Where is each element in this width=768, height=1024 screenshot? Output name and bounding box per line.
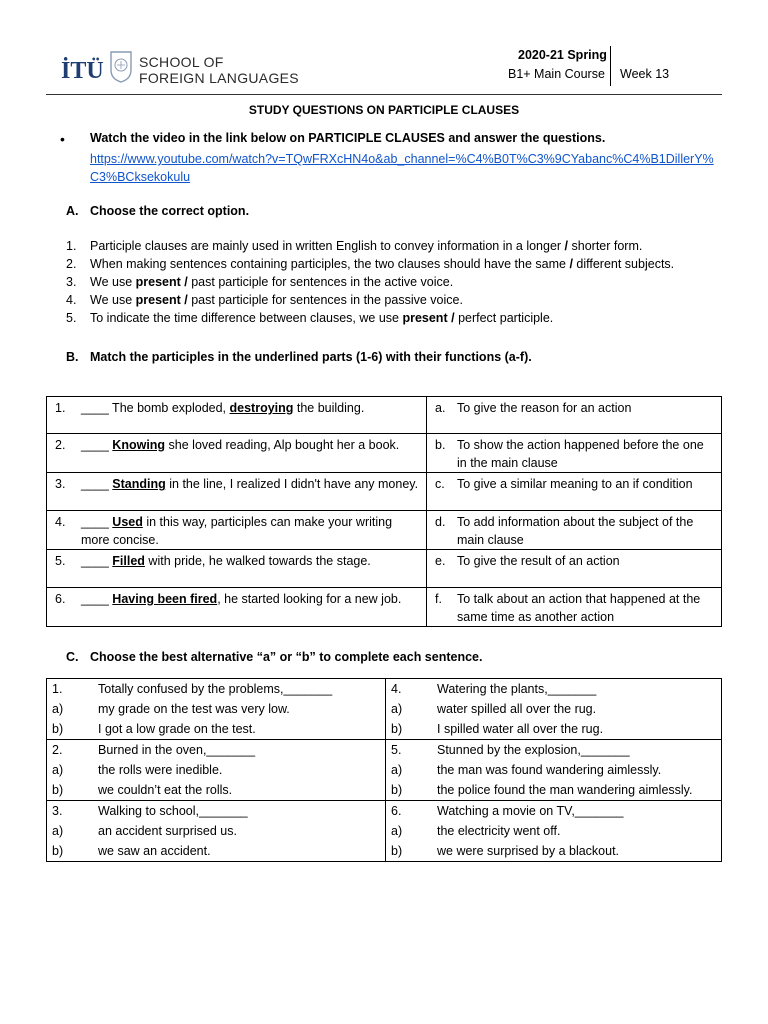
section-a-heading — [66, 204, 249, 218]
function-cell: c. To give a similar meaning to an if condition — [427, 473, 722, 511]
table-row — [47, 397, 722, 434]
header-rule — [46, 94, 722, 95]
sentence-cell: 2. ____ Knowing she loved reading, Alp bought her a book. — [47, 434, 427, 473]
section-b-letter: B. — [66, 350, 79, 364]
section-c-letter: C. — [66, 650, 79, 664]
video-link[interactable]: https://www.youtube.com/watch?v=TQwFRXcHN4o&ab_channel=%C4%B0T%C3%9CYabanc%C4%B1DillerY%C3%BCksekokulu — [90, 152, 714, 184]
function-cell: a. To give the reason for an action — [427, 397, 722, 434]
bullet-icon: • — [60, 131, 65, 147]
sentence-cell: 6. ____ Having been fired, he started looking for a new job. — [47, 588, 427, 627]
term-label: 2020-21 Spring — [518, 48, 607, 62]
table-row — [47, 679, 722, 740]
table-row — [47, 434, 722, 473]
section-b-text: Match the participles in the underlined parts (1-6) with their functions (a-f). — [90, 350, 532, 364]
question-cell: 3. Walking to school,_______ a) an accident surprised us. b) we saw an accident. — [47, 801, 386, 862]
week-label: Week 13 — [620, 67, 670, 81]
section-a-text: Choose the correct option. — [90, 204, 250, 218]
course-label: B1+ Main Course — [508, 67, 605, 81]
sentence-cell: 1. ____ The bomb exploded, destroying the building. — [47, 397, 427, 434]
itu-logo: İTÜ — [61, 58, 104, 84]
school-name-line2: FOREIGN LANGUAGES — [139, 70, 299, 86]
function-cell: f. To talk about an action that happened at the same time as another action — [427, 588, 722, 627]
list-item: 4. We use present / past participle for sentences in the passive voice. — [66, 293, 463, 307]
list-item: 2. When making sentences containing participles, the two clauses should have the same / different subjects. — [66, 257, 675, 271]
school-name — [139, 54, 299, 86]
page-title: STUDY QUESTIONS ON PARTICIPLE CLAUSES — [248, 103, 520, 117]
function-cell: b. To show the action happened before the one in the main clause — [427, 434, 722, 473]
list-item: 1. Participle clauses are mainly used in written English to convey information in a longer / shorter form. — [66, 239, 643, 253]
table-row — [47, 740, 722, 801]
section-b-heading — [66, 350, 532, 364]
university-seal-icon — [108, 48, 134, 84]
alternatives-table — [46, 678, 722, 862]
section-c-heading — [66, 650, 482, 664]
question-cell: 4. Watering the plants,_______ a) water spilled all over the rug. b) I spilled water all over the rug. — [386, 679, 722, 740]
question-cell: 5. Stunned by the explosion,_______ a) the man was found wandering aimlessly. b) the police found the man wandering aimlessly. — [386, 740, 722, 801]
school-name-line1: SCHOOL OF — [139, 54, 224, 70]
intro-instruction: Watch the video in the link below on PARTICIPLE CLAUSES and answer the questions. — [90, 131, 606, 145]
matching-table — [46, 396, 722, 627]
header-divider — [610, 46, 611, 86]
section-a-list — [66, 239, 746, 329]
sentence-cell: 3. ____ Standing in the line, I realized I didn't have any money. — [47, 473, 427, 511]
function-cell: d. To add information about the subject of the main clause — [427, 511, 722, 550]
question-cell: 1. Totally confused by the problems,_______ a) my grade on the test was very low. b) I got a low grade on the test. — [47, 679, 386, 740]
sentence-cell: 5. ____ Filled with pride, he walked towards the stage. — [47, 550, 427, 588]
list-item: 3. We use present / past participle for sentences in the active voice. — [66, 275, 454, 289]
section-a-letter: A. — [66, 204, 79, 218]
table-row — [47, 473, 722, 511]
table-row — [47, 511, 722, 550]
table-row — [47, 801, 722, 862]
question-cell: 2. Burned in the oven,_______ a) the rolls were inedible. b) we couldn’t eat the rolls. — [47, 740, 386, 801]
section-c-text: Choose the best alternative “a” or “b” to complete each sentence. — [90, 650, 483, 664]
table-row — [47, 550, 722, 588]
function-cell: e. To give the result of an action — [427, 550, 722, 588]
list-item: 5. To indicate the time difference between clauses, we use present / perfect participle. — [66, 311, 554, 325]
sentence-cell: 4. ____ Used in this way, participles can make your writing more concise. — [47, 511, 427, 550]
question-cell: 6. Watching a movie on TV,_______ a) the electricity went off. b) we were surprised by a blackout. — [386, 801, 722, 862]
table-row — [47, 588, 722, 627]
